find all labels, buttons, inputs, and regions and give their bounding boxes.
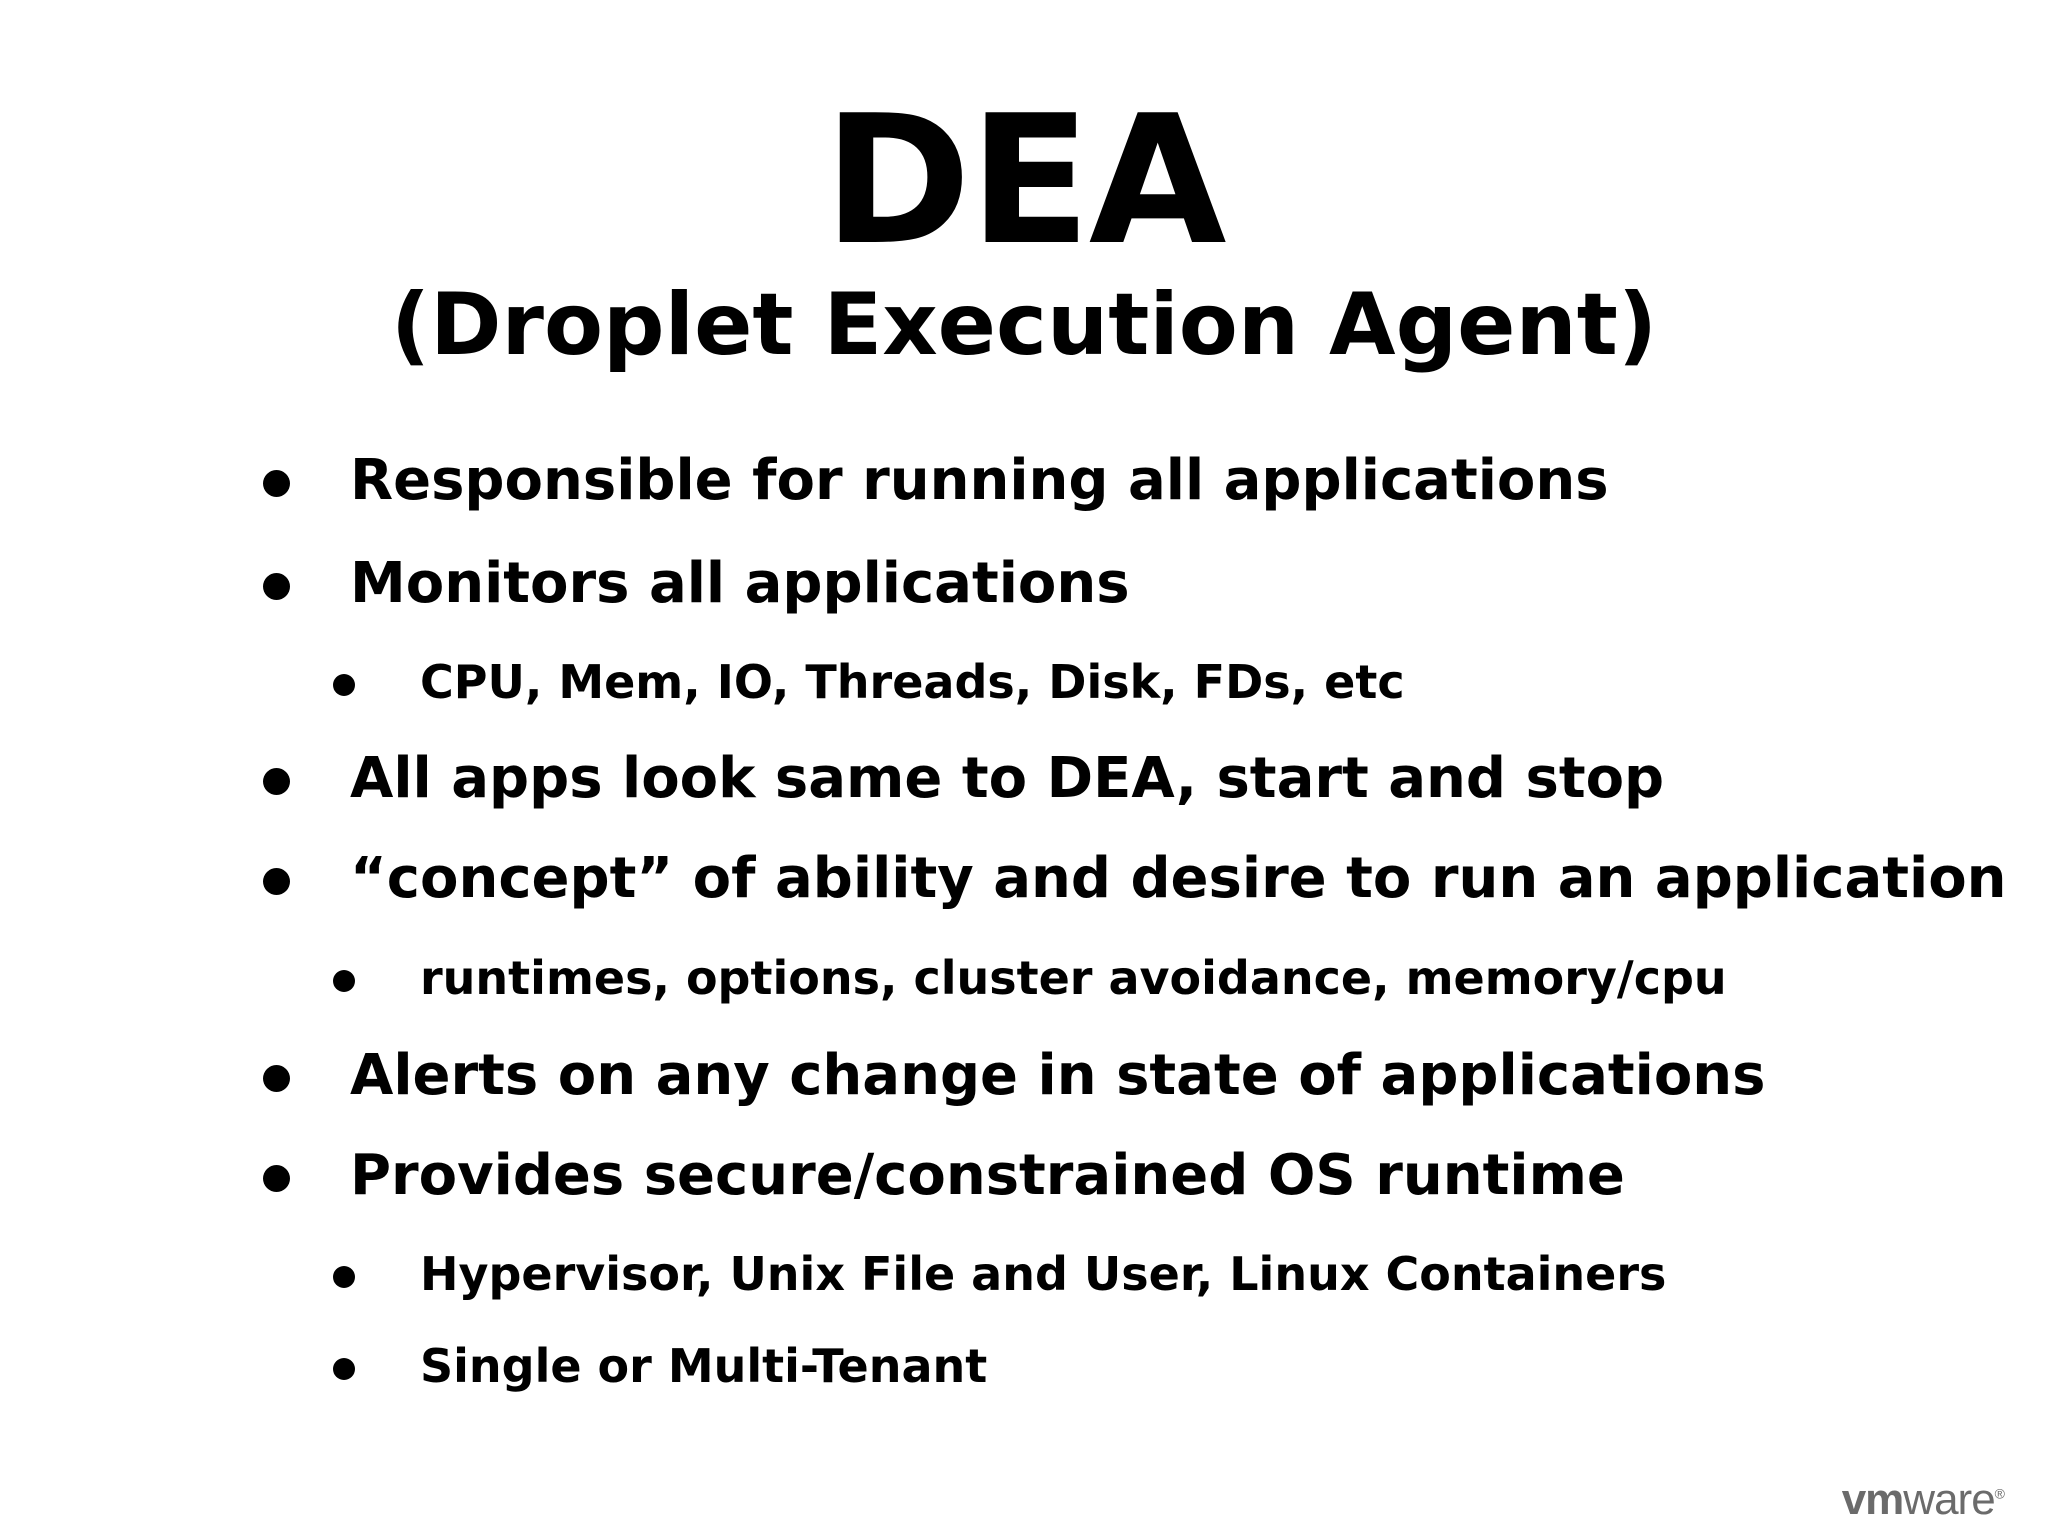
bullet-dot-icon [333, 1358, 355, 1380]
logo-registered-mark: ® [1994, 1485, 2004, 1502]
bullet-text: Single or Multi-Tenant [420, 1339, 988, 1393]
bullet-text: Responsible for running all applications [350, 448, 1609, 513]
bullet-dot-icon [333, 674, 355, 696]
logo-ware: ware [1903, 1475, 1995, 1524]
bullet-dot-icon [263, 470, 290, 497]
bullet-text: Hypervisor, Unix File and User, Linux Containers [420, 1247, 1667, 1301]
vmware-logo [1841, 1475, 2004, 1524]
logo-vm: vm [1841, 1475, 1904, 1524]
bullet-dot-icon [333, 1266, 355, 1288]
bullet-dot-icon [263, 573, 290, 600]
bullet-text: runtimes, options, cluster avoidance, memory/cpu [420, 951, 1727, 1005]
bullet-text: CPU, Mem, IO, Threads, Disk, FDs, etc [420, 655, 1405, 709]
bullet-text: Alerts on any change in state of applications [350, 1043, 1766, 1108]
bullet-text: “concept” of ability and desire to run an application [350, 846, 2007, 911]
slide-subtitle: (Droplet Execution Agent) [390, 275, 1658, 375]
bullet-text: All apps look same to DEA, start and stop [350, 746, 1665, 811]
bullet-dot-icon [263, 768, 290, 795]
bullet-dot-icon [263, 868, 290, 895]
bullet-dot-icon [333, 970, 355, 992]
bullet-text: Monitors all applications [350, 551, 1130, 616]
slide-title: DEA [823, 77, 1225, 284]
bullet-dot-icon [263, 1065, 290, 1092]
bullet-text: Provides secure/constrained OS runtime [350, 1143, 1625, 1208]
bullet-dot-icon [263, 1165, 290, 1192]
